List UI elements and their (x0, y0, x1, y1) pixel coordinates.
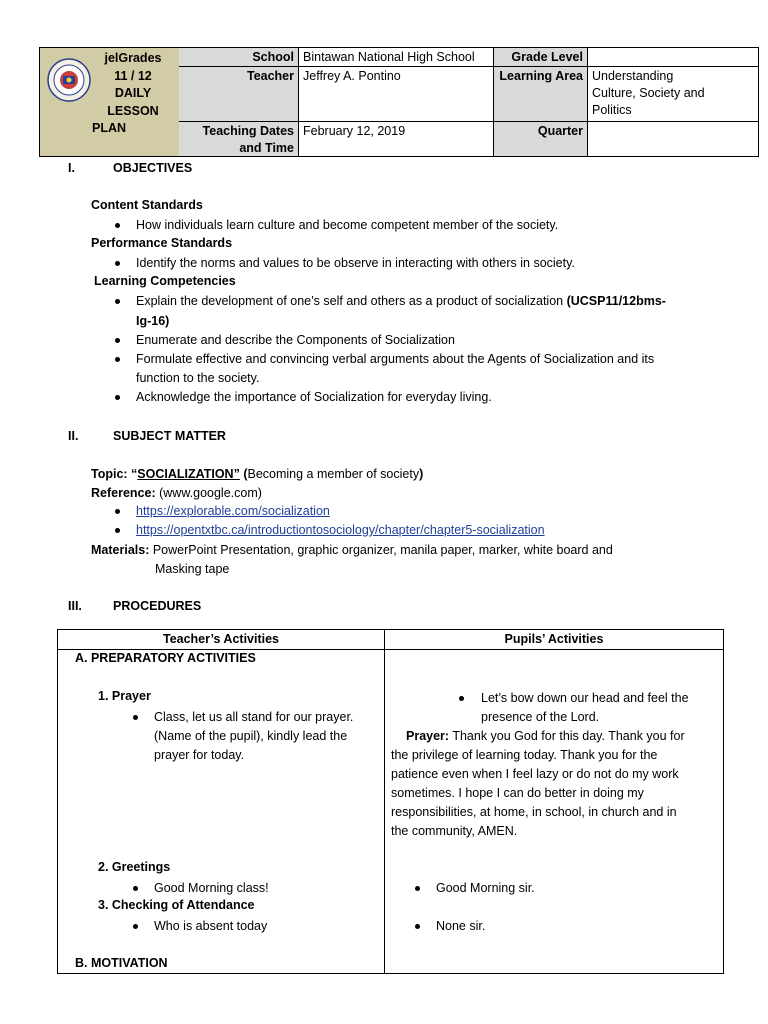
topic-line (91, 465, 423, 484)
deped-seal-icon (47, 58, 91, 102)
competency-item: Formulate effective and convincing verbal arguments about the Agents of Socialization and its (136, 352, 655, 366)
reference-label: Reference: (91, 486, 156, 500)
title-line: jelGrades (104, 51, 162, 65)
teacher-activities-header: Teacher’s Activities (162, 632, 280, 646)
bullet-icon (115, 261, 120, 266)
teacher-value: Jeffrey A. Pontino (299, 67, 494, 122)
title-line: LESSON (107, 103, 159, 118)
header-divider (58, 649, 723, 650)
objectives-numeral: I. (68, 161, 75, 175)
learning-area-line: Understanding (592, 69, 674, 83)
bullet-icon (115, 509, 120, 514)
title-line: DAILY (114, 86, 152, 100)
learning-area-label: Learning Area (494, 67, 588, 122)
teaching-dates-label (179, 122, 299, 156)
reference-link[interactable]: https://explorable.com/socialization (136, 504, 330, 518)
bullet-icon (133, 886, 138, 891)
content-standards-label: Content Standards (91, 198, 203, 212)
reference-line (91, 484, 262, 503)
subject-matter-heading: SUBJECT MATTER (113, 429, 226, 443)
materials-line (91, 541, 613, 560)
prayer-pupil-line: the privilege of learning today. Thank you for the (391, 748, 658, 762)
bullet-icon (115, 223, 120, 228)
teacher-label: Teacher (179, 67, 299, 122)
prayer-pupil-bullet (481, 689, 689, 727)
bullet-icon (115, 357, 120, 362)
procedures-table (57, 629, 724, 974)
prayer-pupil-bullet-line: Let’s bow down our head and feel the (481, 691, 689, 705)
attendance-pupil-text: None sir. (436, 919, 486, 933)
competency-item: Enumerate and describe the Components of Socialization (136, 333, 455, 347)
daily-lesson-plan-title (90, 50, 176, 120)
reference-link[interactable]: https://opentxtbc.ca/introductiontosociology/chapter/chapter5-socialization (136, 523, 545, 537)
quarter-label: Quarter (494, 122, 588, 156)
quarter-value (588, 122, 758, 156)
content-standard-item: How individuals learn culture and become competent member of the society. (136, 218, 559, 232)
prayer-pupil-text (391, 727, 717, 841)
attendance-label: 3. Checking of Attendance (98, 898, 255, 912)
prayer-pupil-line: sometimes. I hope I can do better in doing my (391, 786, 644, 800)
performance-standards-label: Performance Standards (91, 236, 233, 250)
bullet-icon (459, 696, 464, 701)
competency-item (136, 292, 736, 311)
attendance-teacher-text: Who is absent today (154, 919, 268, 933)
grade-level-label: Grade Level (494, 48, 588, 67)
learning-area-line: Culture, Society and (592, 86, 705, 100)
school-value: Bintawan National High School (299, 48, 494, 67)
topic-value: SOCIALIZATION” (137, 467, 240, 481)
topic-paren: ) (419, 467, 424, 481)
objectives-heading: OBJECTIVES (113, 161, 193, 175)
prayer-pupil-line: Thank you God for this day. Thank you for (449, 729, 685, 743)
procedures-numeral: III. (68, 599, 82, 613)
bullet-icon (133, 715, 138, 720)
greetings-label: 2. Greetings (98, 860, 171, 874)
prayer-teacher-line: prayer for today. (154, 748, 245, 762)
bullet-icon (115, 299, 120, 304)
bullet-icon (133, 924, 138, 929)
section-a-heading: A. PREPARATORY ACTIVITIES (75, 651, 256, 665)
reference-link-item (136, 521, 545, 540)
competency-code: (UCSP11/12bms- (566, 294, 666, 308)
topic-paren: ( (239, 467, 248, 481)
topic-description: Becoming a member of society (247, 467, 420, 481)
greetings-teacher-text: Good Morning class! (154, 881, 269, 895)
competency-item: Acknowledge the importance of Socialization for everyday living. (136, 390, 492, 404)
competency-item-continued: function to the society. (136, 371, 260, 385)
bullet-icon (115, 528, 120, 533)
procedures-heading: PROCEDURES (113, 599, 202, 613)
prayer-pupil-bullet-line: presence of the Lord. (481, 710, 600, 724)
prayer-pupil-line: the community, AMEN. (391, 824, 518, 838)
topic-label: Topic: “ (91, 467, 138, 481)
dates-label-line: and Time (239, 141, 294, 155)
bullet-icon (115, 338, 120, 343)
title-line: 11 / 12 (114, 68, 152, 83)
bullet-icon (415, 924, 420, 929)
school-label: School (179, 48, 299, 67)
competency-code-continued: Ig-16) (136, 314, 170, 328)
prayer-teacher-text (154, 708, 353, 765)
reference-link-item (136, 502, 330, 521)
materials-continued: Masking tape (155, 562, 230, 576)
prayer-pupil-line: responsibilities, at home, in school, in church and in (391, 805, 677, 819)
teaching-dates-value: February 12, 2019 (299, 122, 494, 156)
bullet-icon (415, 886, 420, 891)
pupils-activities-header: Pupils’ Activities (504, 632, 604, 646)
reference-value: (www.google.com) (155, 486, 262, 500)
materials-label: Materials: (91, 543, 150, 557)
dates-label-line: Teaching Dates (202, 124, 294, 138)
lesson-plan-header-table (39, 47, 759, 157)
learning-competencies-label: Learning Competencies (94, 274, 236, 288)
learning-area-line: Politics (592, 103, 632, 117)
learning-area-value (588, 67, 758, 122)
competency-text: Explain the development of one’s self and others as a product of socialization (136, 294, 567, 308)
performance-standard-item: Identify the norms and values to be observe in interacting with others in society. (136, 256, 575, 270)
materials-value: PowerPoint Presentation, graphic organizer, manila paper, marker, white board and (149, 543, 613, 557)
title-line: PLAN (91, 121, 127, 135)
column-divider (384, 630, 385, 973)
subject-matter-numeral: II. (68, 429, 79, 443)
prayer-pupil-line: patience even when I feel lazy or do not do my work (391, 767, 679, 781)
prayer-pupil-label: Prayer: (406, 729, 450, 743)
section-b-heading: B. MOTIVATION (75, 956, 168, 970)
greetings-pupil-text: Good Morning sir. (436, 881, 535, 895)
prayer-teacher-line: (Name of the pupil), kindly lead the (154, 729, 348, 743)
grade-level-value (588, 48, 758, 67)
prayer-teacher-line: Class, let us all stand for our prayer. (154, 710, 354, 724)
header-logo-cell (40, 48, 180, 156)
bullet-icon (115, 395, 120, 400)
prayer-label: 1. Prayer (98, 689, 151, 703)
